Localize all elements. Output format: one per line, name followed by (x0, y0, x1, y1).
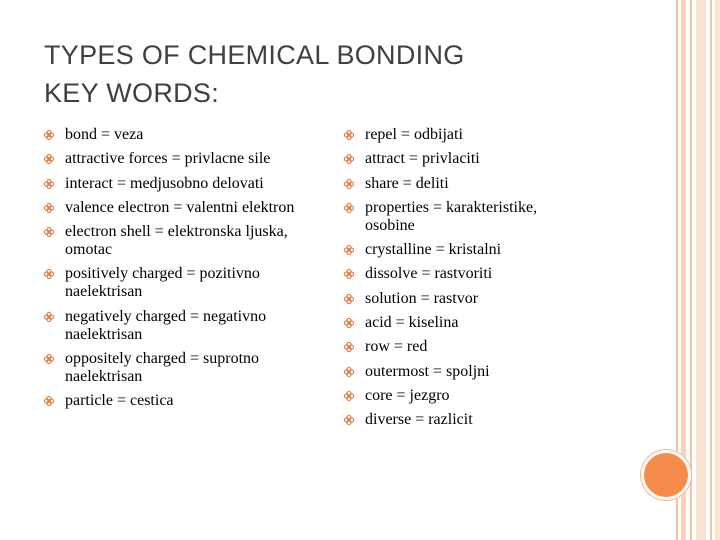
list-item (344, 126, 584, 144)
list-item-text: crystalline = kristalni (365, 241, 502, 259)
list-item (344, 265, 584, 283)
flower-bullet-icon (44, 179, 54, 189)
flower-bullet-icon (44, 154, 54, 164)
list-item (44, 350, 314, 386)
flower-bullet-icon (44, 396, 54, 406)
flower-bullet-icon (344, 318, 354, 328)
list-item-text: positively charged = pozitivno naelektrisan (65, 265, 260, 301)
flower-bullet-icon (44, 354, 54, 364)
list-item (344, 338, 584, 356)
flower-bullet-icon (44, 203, 54, 213)
title-line-2: KEY WORDS: (44, 78, 220, 108)
right-keyword-list (344, 126, 584, 436)
decorative-stripe (715, 0, 720, 540)
list-item-text: row = red (365, 338, 428, 356)
list-item-text: repel = odbijati (365, 126, 463, 143)
flower-bullet-icon (344, 203, 354, 213)
flower-bullet-icon (344, 130, 354, 140)
flower-bullet-icon (344, 179, 354, 189)
list-item (44, 175, 314, 193)
list-item-text: outermost = spoljni (365, 362, 490, 380)
list-item-text: attractive forces = privlacne sile (65, 150, 271, 168)
list-item (344, 241, 584, 259)
flower-bullet-icon (44, 130, 54, 140)
list-item (344, 363, 584, 381)
flower-bullet-icon (344, 391, 354, 401)
title-line-1: TYPES OF CHEMICAL BONDING (44, 40, 465, 70)
list-item (44, 392, 314, 410)
list-item-text: share = deliti (365, 174, 449, 192)
flower-bullet-icon (344, 342, 354, 352)
flower-bullet-icon (344, 269, 354, 279)
list-item (344, 387, 584, 405)
list-item-text: particle = cestica (65, 392, 174, 410)
decorative-stripe (690, 0, 692, 540)
list-item (44, 199, 314, 217)
list-item-text: core = jezgro (365, 386, 450, 404)
list-item (44, 223, 314, 259)
list-item-text: dissolve = rastvoriti (365, 265, 493, 283)
decorative-circle (641, 450, 691, 500)
list-item (344, 314, 584, 332)
list-item (44, 308, 314, 344)
list-item-text: attract = privlaciti (365, 150, 480, 168)
list-item-text: valence electron = valentni elektron (65, 198, 295, 216)
list-item-text: acid = kiselina (365, 314, 459, 332)
list-item-text: diverse = razlicit (365, 411, 473, 429)
list-item (44, 150, 314, 168)
flower-bullet-icon (44, 227, 54, 237)
flower-bullet-icon (44, 269, 54, 279)
flower-bullet-icon (344, 367, 354, 377)
list-item-text: oppositely charged = suprotno naelektrisan (65, 350, 260, 386)
slide-title (44, 36, 604, 112)
list-item (344, 175, 584, 193)
list-item-text: electron shell = elektronska ljuska, omotac (65, 223, 288, 259)
list-item-text: negatively charged = negativno naelektrisan (65, 307, 267, 343)
list-item-text: properties = karakteristike, osobine (365, 198, 538, 234)
list-item-text: solution = rastvor (365, 289, 479, 307)
list-item-text: bond = veza (65, 126, 144, 143)
list-item (44, 126, 314, 144)
list-item-text: interact = medjusobno delovati (65, 174, 264, 192)
list-item (44, 265, 314, 301)
list-item (344, 411, 584, 429)
list-item (344, 199, 584, 235)
list-item (344, 150, 584, 168)
flower-bullet-icon (344, 154, 354, 164)
left-keyword-list (44, 126, 314, 417)
flower-bullet-icon (344, 415, 354, 425)
flower-bullet-icon (344, 245, 354, 255)
decorative-stripe (710, 0, 712, 540)
flower-bullet-icon (344, 294, 354, 304)
decorative-stripe (696, 0, 706, 540)
list-item (344, 290, 584, 308)
flower-bullet-icon (44, 312, 54, 322)
